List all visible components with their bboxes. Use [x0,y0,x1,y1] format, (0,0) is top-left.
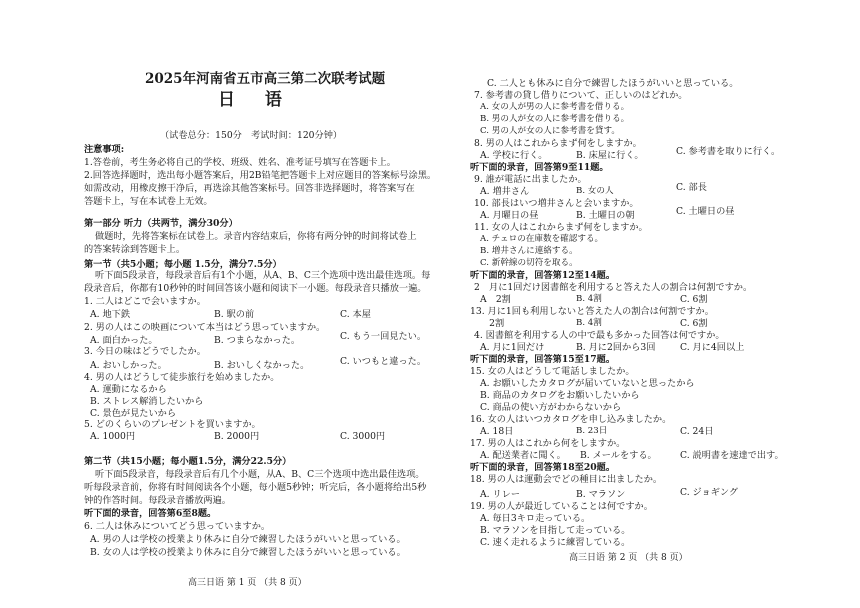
part1-heading: 第一部分 听力（共两节，满分30分） [84,218,238,229]
section2-desc: 听下面5段录音，每段录音后有几个小题，从A、B、C三个选项中选出最佳选项。 [95,469,425,480]
option: C. 部長 [676,182,707,193]
question: 11. 女の人はこれからまず何をしますか。 [474,222,648,233]
question: 19. 男の人が最近していることは何ですか。 [470,501,653,512]
option: A. 18日 [480,426,514,437]
option: A. 女の人が男の人に参考書を借りる。 [480,102,630,112]
option: C. 男の人が女の人に参考書を貸す。 [480,126,620,136]
option: B. 2000円 [214,431,260,442]
option: A. 学校に行く。 [480,150,548,161]
option: A. 地下鉄 [90,309,131,320]
question: 15. 女の人はどうして電話しましたか。 [470,366,635,377]
option: B. 4割 [576,318,602,328]
question: 10. 部長はいつ増井さんと会いますか。 [474,198,639,209]
option: C. 商品の使い方がわからないから [480,402,622,413]
notes-heading: 注意事项: [84,144,125,155]
option: B. 駅の前 [214,309,255,320]
exam-title: 2025年河南省五市高三第二次联考试题 [145,71,386,87]
option: C. ジョギング [680,487,739,498]
option: B. マラソン [576,489,626,500]
question: 16. 女の人はいつカタログを申し込みましたか。 [470,414,672,425]
section2-desc: 钟的作答时间。每段录音播放两遍。 [84,495,231,506]
section1-heading: 第一节（共5小题；每小题 1.5分，满分7.5分） [84,259,282,270]
option: A. 面白かった。 [90,335,158,346]
option: C. 参考書を取りに行く。 [676,146,781,157]
question: 2 月に1回だけ図書館を利用すると答えた人の割合は何割ですか。 [474,282,753,293]
option: A. 増井さん [480,186,530,197]
page-footer: 高三日语 第 1 页 （共 8 页） [188,578,307,588]
exam-meta: （试卷总分：150分 考试时间：120分钟） [160,130,343,141]
option: C. 二人とも休みに自分で練習したほうがいいと思っている。 [487,78,739,89]
option: B. 月に2回から3回 [576,342,656,353]
question: 4. 男の人はどうして徒歩旅行を始めましたか。 [84,372,280,383]
question: 13. 月に1回も利用しないと答えた人の割合は何割ですか。 [470,306,714,317]
option: B. つまらなかった。 [214,335,301,346]
option: B. マラソンを目指して走っている。 [480,525,631,536]
section2-desc: 听每段录音前，你将有时间阅读各个小题，每小题5秒钟；听完后，各小题将给出5秒 [84,482,427,493]
option: A. 男の人は学校の授業より休みに自分で練習したほうがいいと思っている。 [90,534,406,545]
option: B. 4割 [576,294,602,304]
option: C. 24日 [680,426,714,437]
page-footer: 高三日语 第 2 页 （共 8 页） [569,553,688,563]
question: 2. 男の人はこの映画について本当はどう思っていますか。 [84,322,326,333]
section1-desc: 段录音后，你都有10秒钟的时间回答该小题和阅读下一小题。每段录音只播放一遍。 [84,283,427,294]
option: B. おいしくなかった。 [214,360,310,371]
option: C. 3000円 [340,431,386,442]
note-line: 1.答卷前，考生务必将自己的学校、班级、姓名、准考证号填写在答题卡上。 [84,157,396,168]
option: A. 月曜日の昼 [480,210,539,221]
option: B. 23日 [576,426,608,436]
option: A. 月に1回だけ [480,342,545,353]
option: B. 床屋に行く。 [576,150,644,161]
option: B. 増井さんに連絡する。 [480,246,578,256]
section1-desc: 听下面5段录音，每段录音后有1个小题，从A、B、C三个选项中选出最佳选项。每 [95,270,431,281]
part1-desc: 做题时，先将答案标在试卷上。录音内容结束后，你将有两分钟的时间将试卷上 [95,231,417,242]
option: C. 月に4回以上 [680,342,745,353]
option: A. 配送業者に聞く。 [480,450,566,461]
listening-instruction: 听下面的录音，回答第6至8题。 [84,508,217,519]
question: 4. 図書館を利用する人の中で最も多かった回答は何ですか。 [474,330,725,341]
listening-instruction: 听下面的录音，回答第9至11题。 [470,162,609,173]
question: 1. 二人はどこで会いますか。 [84,296,206,307]
section2-heading: 第二节（共15小题；每小题1.5分，满分22.5分） [84,456,292,467]
option: C. いつもと違った。 [340,356,427,367]
question: 7. 参考書の貸し借りについて、正しいのはどれか。 [474,90,688,101]
option: B. 女の人は学校の授業より休みに自分で練習したほうがいいと思っている。 [90,547,406,558]
option: C. もう一回見たい。 [340,331,427,342]
question: 5. どのくらいのプレゼントを買いますか。 [84,419,261,430]
option: B. 商品のカタログをお願いしたいから [480,390,640,401]
option: C. 速く走れるように練習している。 [480,537,631,548]
question: 8. 男の人はこれからまず何をしますか。 [474,138,642,149]
option: A. チェロの在庫数を確認する。 [480,234,604,244]
question: 18. 男の人は運動会でどの種目に出ましたか。 [470,474,663,485]
part1-desc: 的答案转涂到答题卡上。 [84,244,186,255]
subject-title: 日 语 [218,90,294,110]
option: C. 説明書を速達で出す。 [680,450,784,461]
question: 3. 今日の味はどうでしたか。 [84,346,206,357]
option: B. ストレス解消したいから [90,396,204,407]
option: A. 運動になるから [90,384,167,395]
option: A. 毎日3キロ走っている。 [480,513,591,524]
option: A. 1000円 [90,431,136,442]
option: A. おいしかった。 [90,360,167,371]
note-line: 2.回答选择题时，选出每小题答案后，用2B铅笔把答题卡上对应题目的答案标号涂黑。 [84,170,437,181]
option: C. 6割 [680,318,708,329]
note-line: 答题卡上，写在本试卷上无效。 [84,196,213,207]
listening-instruction: 听下面的录音，回答第18至20题。 [470,462,616,473]
option: C. 6割 [680,294,708,305]
option: B. メールをする。 [580,450,657,461]
option: A. お願いしたカタログが届いていないと思ったから [480,378,695,389]
option: 2割 [480,318,505,329]
exam-page-2 [430,0,860,608]
question: 17. 男の人はこれから何をしますか。 [470,438,626,449]
option: C. 土曜日の昼 [676,206,735,217]
note-line: 如需改动，用橡皮擦干净后，再选涂其他答案标号。回答非选择题时，将答案写在 [84,183,415,194]
option: C. 新幹線の切符を取る。 [480,258,578,268]
option: B. 男の人が女の人に参考書を借りる。 [480,114,630,124]
option: B. 女の人 [576,186,614,196]
option: A. リレー [480,489,521,500]
listening-instruction: 听下面的录音，回答第15至17题。 [470,354,616,365]
question: 6. 二人は休みについてどう思っていますか。 [84,521,271,532]
option: B. 土曜日の朝 [576,210,635,221]
option: A 2割 [480,294,511,305]
option: C. 景色が見たいから [90,408,177,419]
option: C. 本屋 [340,309,371,320]
question: 9. 誰が電話に出ましたか。 [474,174,587,185]
listening-instruction: 听下面的录音，回答第12至14题。 [470,270,616,281]
